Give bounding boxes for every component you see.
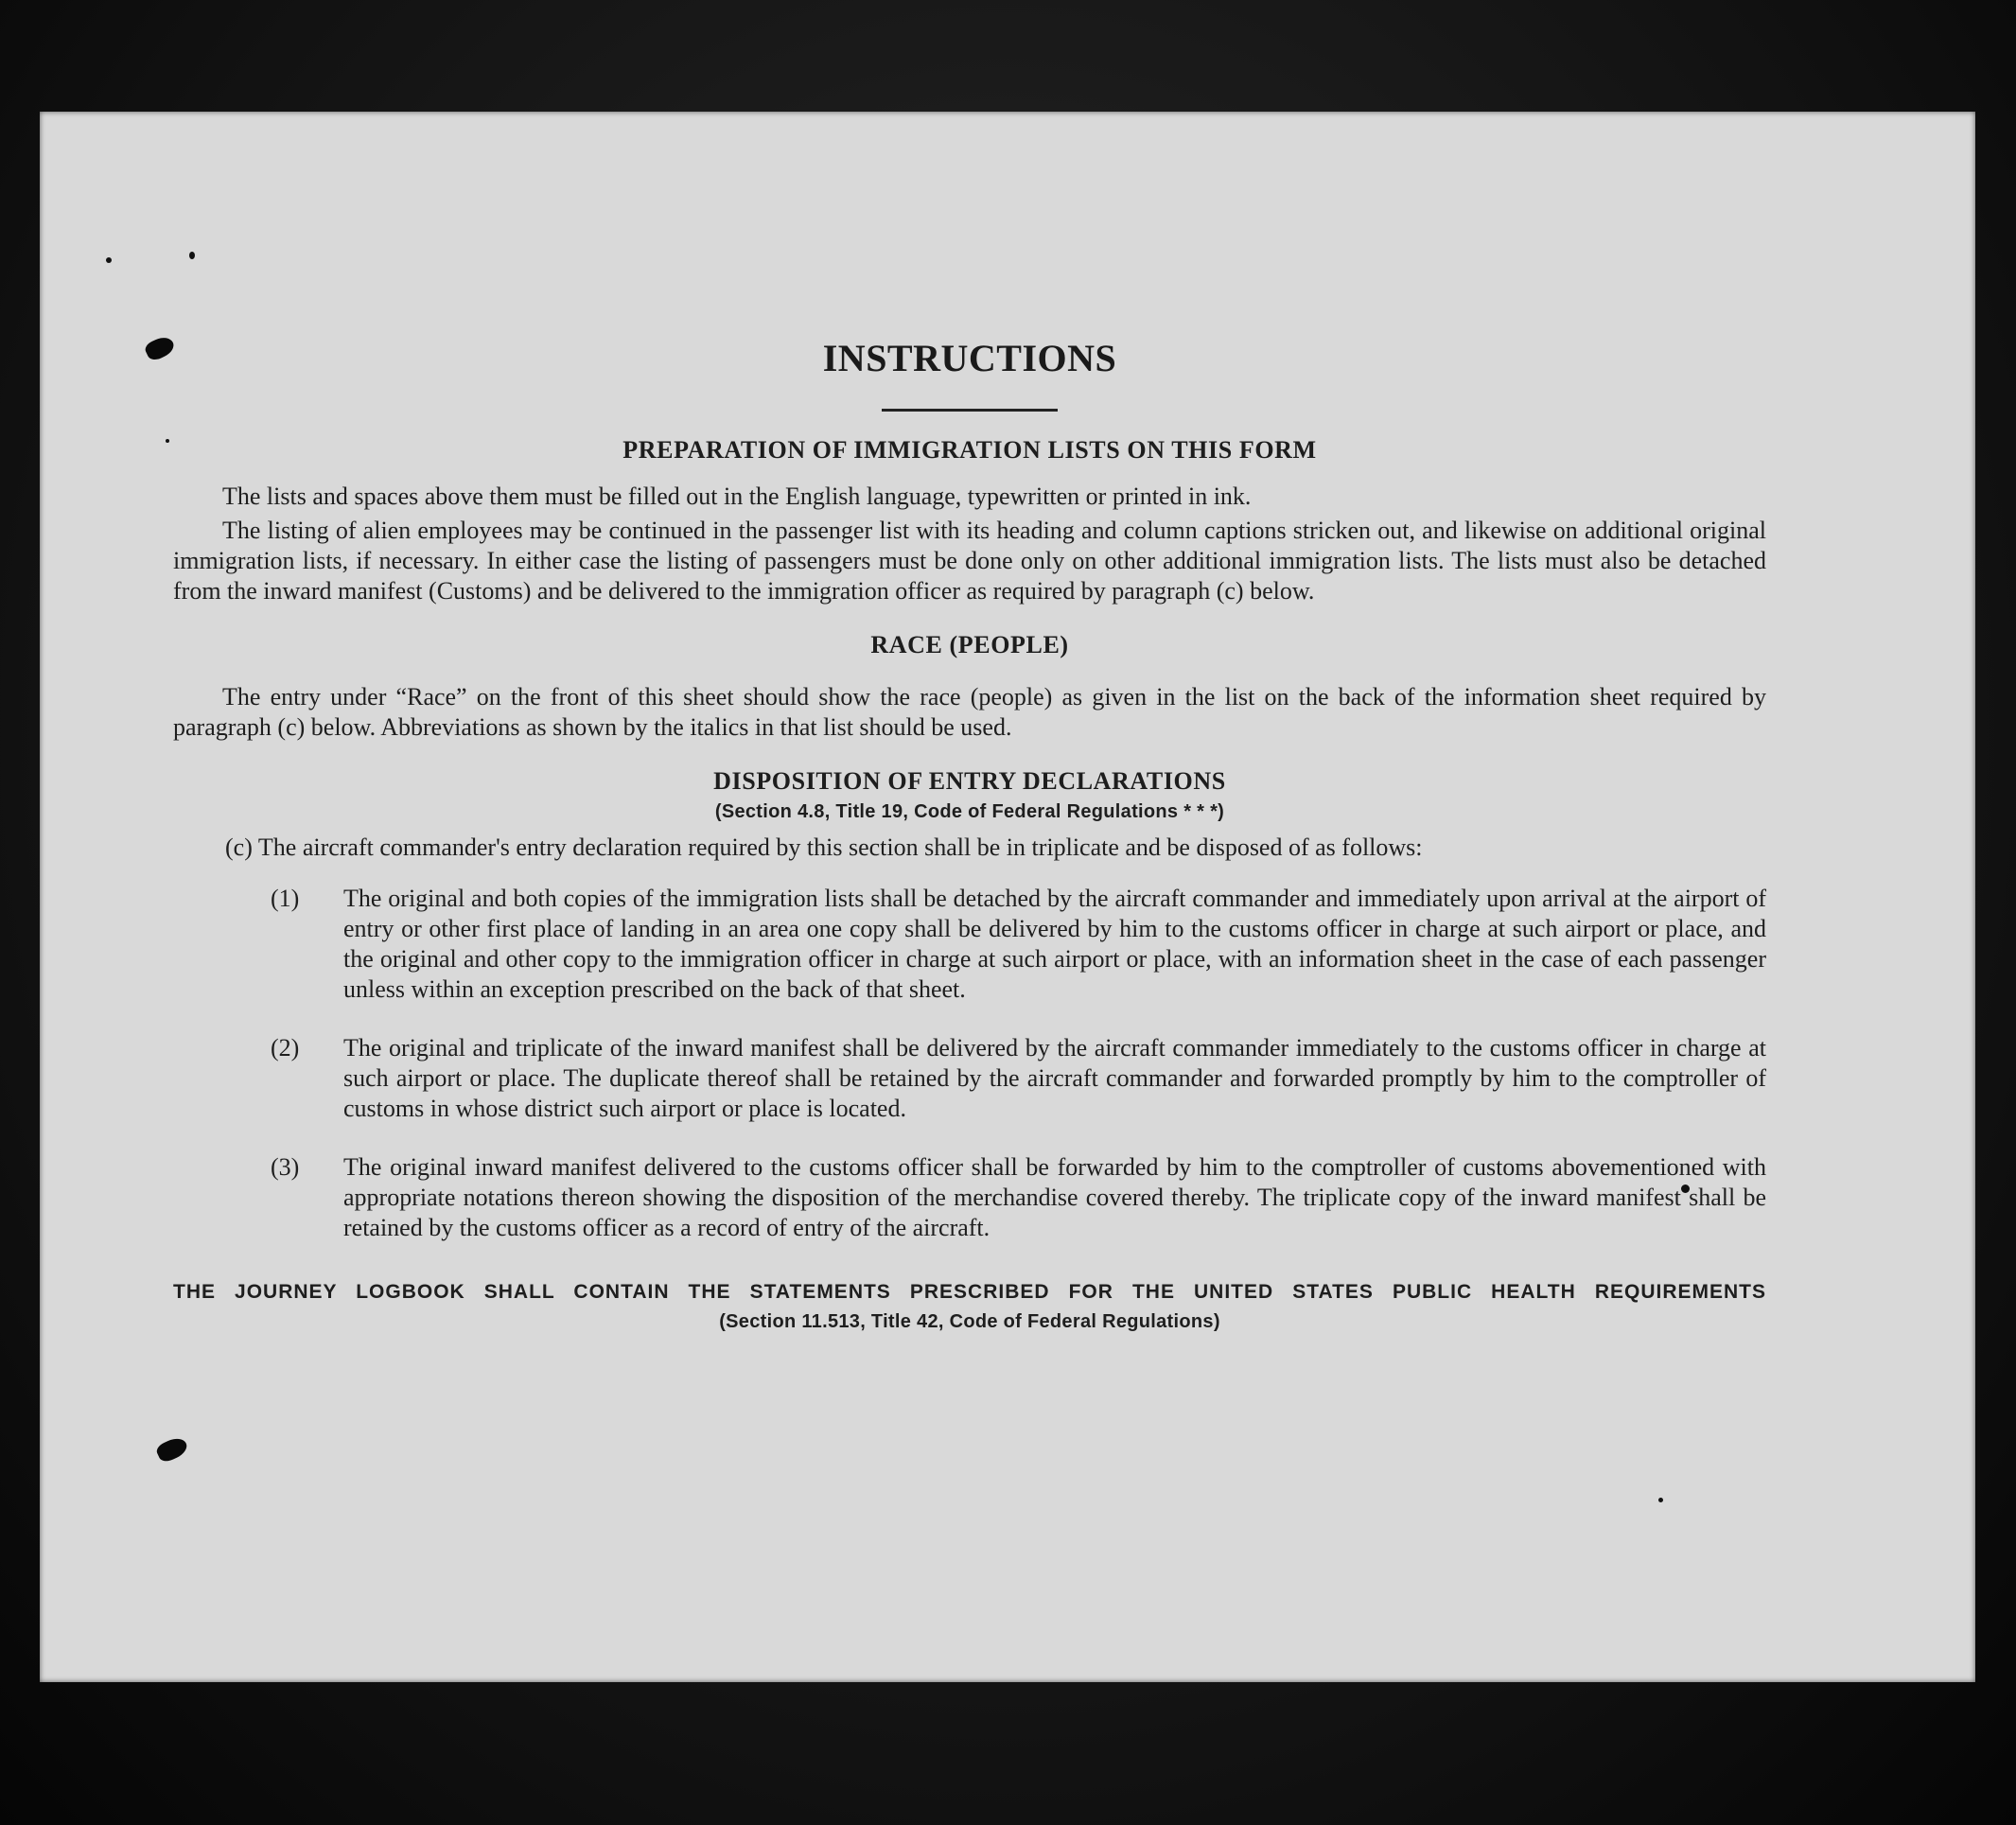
item-text: The original and triplicate of the inward manifest shall be delivered by the aircraft commander immediately to the customs officer in charge at such airport or place. The duplicate thereof shall be retained by the aircraft commander and forwarded promptly by him to the comptroller of customs in whose district such airport or place is located. xyxy=(343,1034,1766,1122)
preparation-paragraph-2: The listing of alien employees may be continued in the passenger list with its heading and column captions stricken out, and likewise on additional original immigration lists, if necessary. In either case the listing of passengers must be done only on other additional immigration lists. The lists must also be detached from the inward manifest (Customs) and be delivered to the immigration officer as required by paragraph (c) below. xyxy=(173,517,1766,605)
race-paragraph: The entry under “Race” on the front of this sheet should show the race (people) as given in the list on the back of the information sheet required by paragraph (c) below. Abbreviations as shown by the italics in that list should be used. xyxy=(173,683,1766,741)
item-number: (3) xyxy=(271,1153,300,1181)
disposition-item-list xyxy=(173,884,1766,1243)
footer-statement: THE JOURNEY LOGBOOK SHALL CONTAIN THE STATEMENTS PRESCRIBED FOR THE UNITED STATES PUBLIC HEALTH REQUIREMENTS xyxy=(173,1281,1766,1303)
ink-blot xyxy=(143,334,177,363)
speck xyxy=(189,252,195,259)
list-item xyxy=(173,884,1766,1005)
preparation-heading: PREPARATION OF IMMIGRATION LISTS ON THIS FORM xyxy=(622,436,1317,464)
speck xyxy=(106,257,112,263)
clause-text: The aircraft commander's entry declaration required by this section shall be in triplicate and be disposed of as follows: xyxy=(257,834,1423,861)
ink-blot xyxy=(154,1434,189,1465)
item-number: (2) xyxy=(271,1034,300,1062)
disposition-heading: DISPOSITION OF ENTRY DECLARATIONS xyxy=(713,767,1226,795)
race-heading: RACE (PEOPLE) xyxy=(870,631,1069,658)
page-title: INSTRUCTIONS xyxy=(822,337,1117,379)
footer-citation: (Section 11.513, Title 42, Code of Federal Regulations) xyxy=(719,1311,1220,1332)
clause-c xyxy=(173,833,1766,863)
list-item xyxy=(173,1152,1766,1243)
preparation-paragraph-1: The lists and spaces above them must be filled out in the English language, typewritten or printed in ink. xyxy=(222,483,1252,510)
list-item xyxy=(173,1033,1766,1124)
item-number: (1) xyxy=(271,885,300,912)
item-text: The original inward manifest delivered to the customs officer shall be forwarded by him to the comptroller of customs abovementioned with appropriate notations thereon showing the disposition of the merchandise covered thereby. The triplicate copy of the inward manifest shall be retained by the customs officer as a record of entry of the aircraft. xyxy=(343,1153,1766,1241)
title-rule xyxy=(882,409,1058,412)
speck xyxy=(1658,1498,1663,1502)
item-text: The original and both copies of the immigration lists shall be detached by the aircraft commander and immediately upon arrival at the airport of entry or other first place of landing in an area one copy shall be delivered by him to the customs officer in charge at such airport or place, and the original and other copy to the immigration officer in charge at such airport or place, with an information sheet in the case of each passenger unless within an exception prescribed on the back of that sheet. xyxy=(343,885,1766,1003)
speck xyxy=(166,439,169,443)
instructions-content xyxy=(173,336,1766,1333)
clause-label: (c) xyxy=(225,834,253,861)
disposition-subheading: (Section 4.8, Title 19, Code of Federal Regulations * * *) xyxy=(714,801,1225,822)
